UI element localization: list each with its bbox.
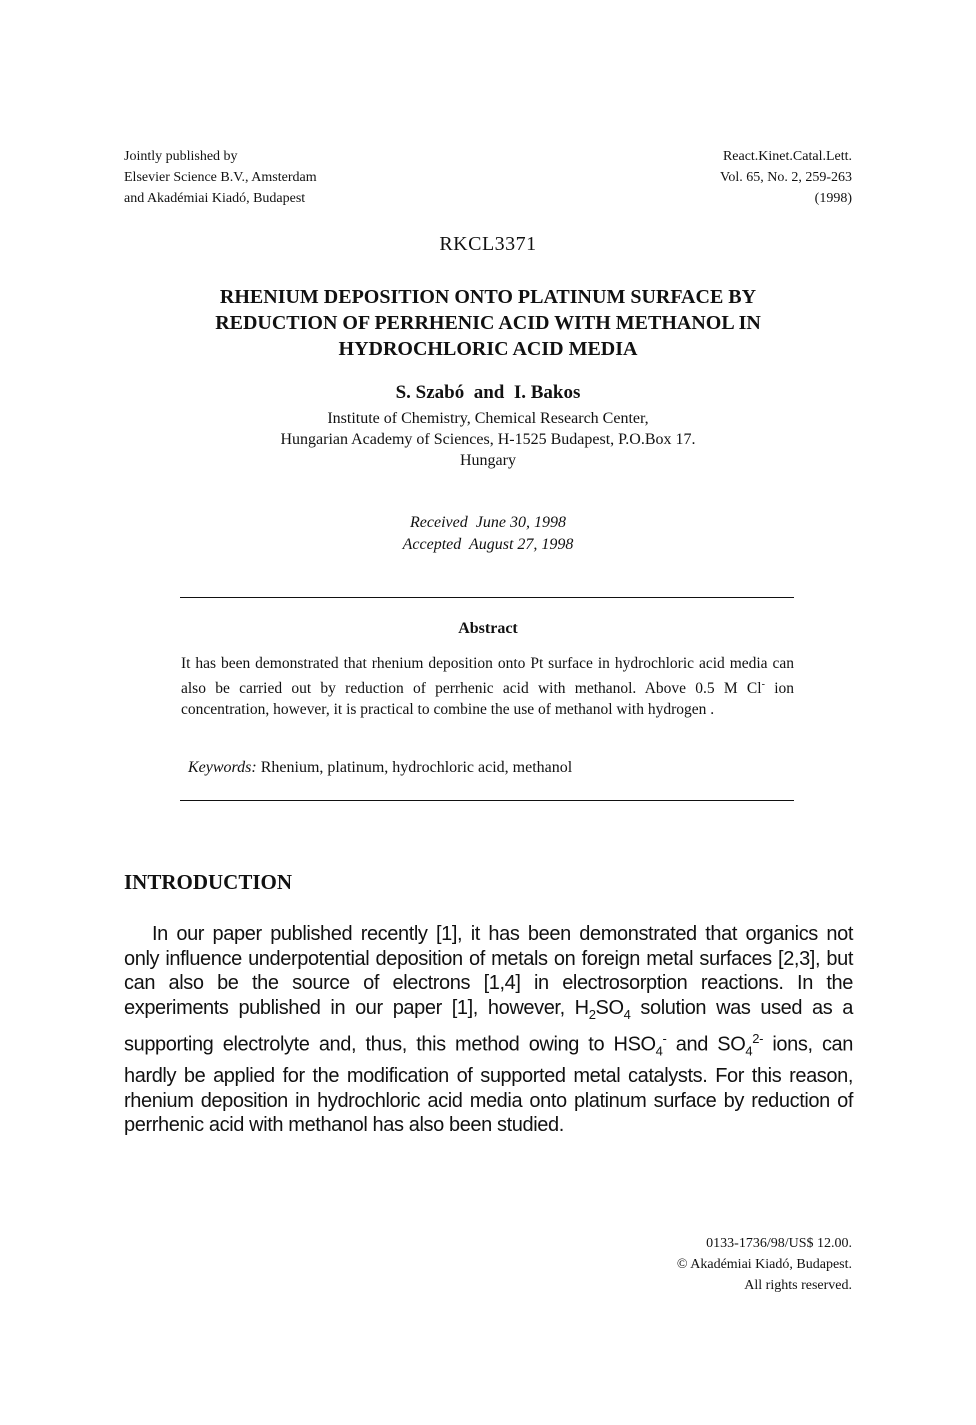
abstract-text-part: ion concentration, however, it is practical to combine the use of methanol with hydrogen . — [181, 680, 794, 719]
affiliation-line: Hungary — [460, 452, 516, 469]
intro-text-part: In our paper published recently [1], it has been demonstrated that organics not only influence underpotential deposition of metals on foreign metal surfaces [2,3], but can also be the source of electrons [1,4] in electrosorption reactions. In the experiments published in our paper [1], however, H — [124, 923, 853, 1019]
journal-line: Vol. 65, No. 2, 259-263 — [720, 170, 852, 185]
subscript: 4 — [745, 1043, 753, 1059]
publisher-line: and Akadémiai Kiadó, Budapest — [124, 191, 306, 206]
journal-citation — [720, 146, 852, 209]
superscript: - — [662, 1031, 667, 1046]
subscript: 4 — [655, 1043, 663, 1059]
publisher-info — [124, 146, 317, 209]
footer-line: 0133-1736/98/US$ 12.00. — [706, 1236, 852, 1251]
intro-text-part: solution was used as a supporting electrolyte and, thus, this method owing to HSO — [124, 996, 854, 1056]
keywords — [188, 759, 572, 777]
copyright-footer — [677, 1233, 852, 1296]
footer-line: © Akadémiai Kiadó, Budapest. — [676, 1257, 852, 1272]
abstract-text-part: It has been demonstrated that rhenium deposition onto Pt surface in hydrochloric acid media can also be carried out by reduction of perrhenic acid with methanol. Above 0.5 M Cl — [181, 655, 794, 698]
subscript: 4 — [623, 1006, 631, 1022]
superscript: 2- — [752, 1031, 764, 1046]
abstract-bottom-rule — [180, 800, 794, 801]
introduction-heading: INTRODUCTION — [124, 870, 293, 894]
journal-line: (1998) — [814, 191, 852, 206]
publisher-line: Elsevier Science B.V., Amsterdam — [124, 170, 317, 185]
subscript: 2 — [588, 1006, 596, 1022]
abstract-top-rule — [180, 597, 794, 598]
journal-line: React.Kinet.Catal.Lett. — [722, 149, 852, 164]
title-line: HYDROCHLORIC ACID MEDIA — [338, 338, 638, 360]
intro-text-part: and SO — [666, 1033, 746, 1056]
intro-text-part: ions, can hardly be applied for the modification of supported metal catalysts. For this reason, rhenium deposition in hydrochloric acid media onto platinum surface by reduction of perrhenic acid with methanol has also been studied. — [124, 1033, 853, 1137]
title-line: REDUCTION OF PERRHENIC ACID WITH METHANOL IN — [215, 312, 761, 334]
keywords-list: Rhenium, platinum, hydrochloric acid, methanol — [260, 759, 573, 776]
article-dates — [0, 512, 976, 556]
abstract-text — [181, 653, 794, 720]
abstract-heading: Abstract — [458, 620, 518, 637]
accepted-date: Accepted August 27, 1998 — [402, 536, 574, 553]
affiliation-line: Hungarian Academy of Sciences, H-1525 Budapest, P.O.Box 17. — [280, 431, 696, 448]
affiliation — [0, 408, 976, 471]
article-code: RKCL3371 — [439, 233, 537, 255]
footer-line: All rights reserved. — [744, 1278, 852, 1293]
introduction-text — [124, 922, 853, 1138]
received-date: Received June 30, 1998 — [410, 514, 566, 531]
article-title — [0, 284, 976, 362]
publisher-line: Jointly published by — [124, 149, 238, 164]
keywords-label: Keywords: — [188, 759, 257, 776]
authors: S. Szabó and I. Bakos — [395, 382, 581, 403]
affiliation-line: Institute of Chemistry, Chemical Research Center, — [327, 410, 649, 427]
chloride-superscript: - — [761, 679, 765, 690]
introduction-paragraph — [124, 922, 853, 1138]
intro-text-part: SO — [595, 996, 624, 1019]
title-line: RHENIUM DEPOSITION ONTO PLATINUM SURFACE BY — [219, 286, 757, 308]
